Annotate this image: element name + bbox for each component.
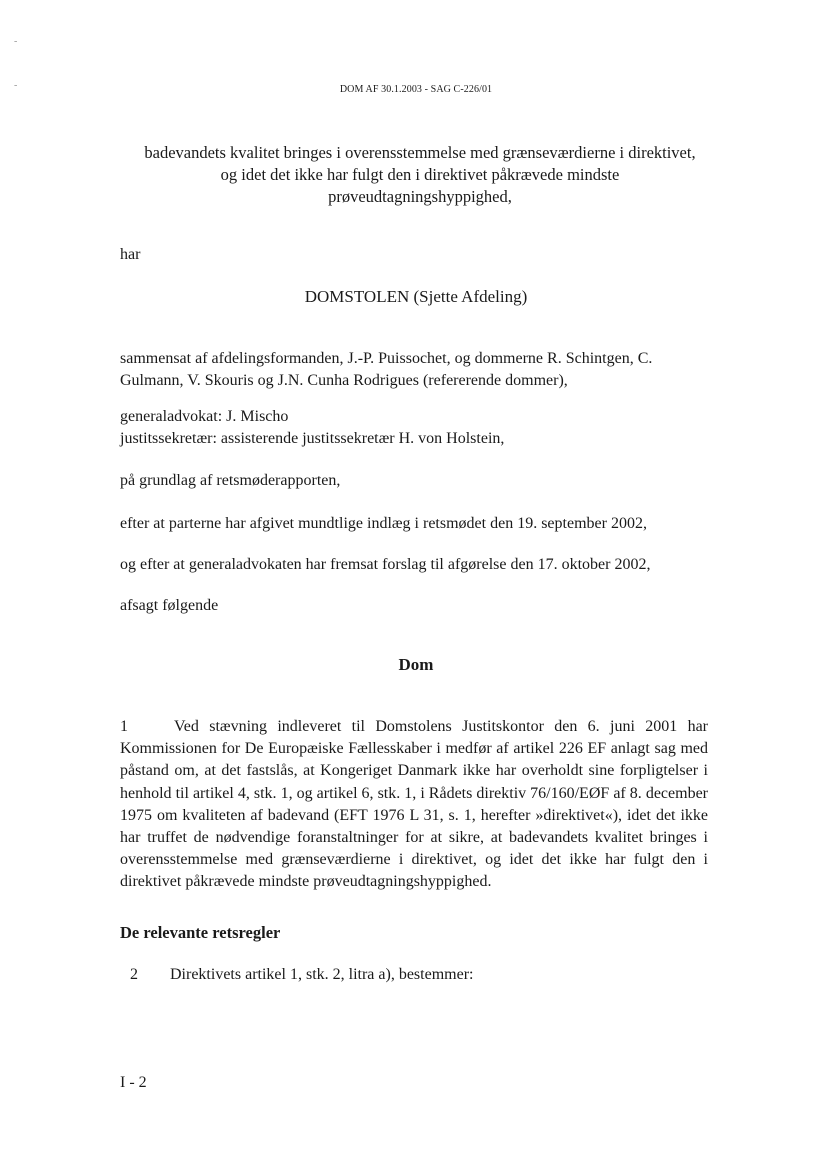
paragraph-number: 1 <box>120 718 128 735</box>
page-number: I - 2 <box>120 1074 147 1091</box>
har-text: har <box>120 246 141 263</box>
paragraph-text: Ved stævning indleveret til Domstolens Justitskontor den 6. juni 2001 har Kommissionen for De Europæiske Fællesskaber i medfør af artikel 226 EF anlagt sag med påstand om, at det fastslås, at Kongeriget Danmark ikke har overholdt sine forpligtelser i henhold til artikel 4, stk. 1, og artikel 6, stk. 1, i Rådets direktiv 76/160/EØF af 8. december 1975 om kvaliteten af badevand (EFT 1976 L 31, s. 1, herefter »direktivet«), idet det ikke har truffet de nødvendige foranstaltninger for at sikre, at badevandets kvalitet bringes i overensstemmelse med grænseværdierne i direktivet, og idet det ikke har fulgt den i direktivet påkrævede mindste prøveudtagningshyppighed. <box>120 718 708 891</box>
running-header: DOM AF 30.1.2003 - SAG C-226/01 <box>339 84 493 95</box>
scan-mark: - <box>14 80 18 91</box>
hearing-text: efter at parterne har afgivet mundtlige indlæg i retsmødet den 19. september 2002, <box>120 515 647 532</box>
advocate-general: generaladvokat: J. Mischo <box>120 408 289 425</box>
paragraph-2 <box>130 964 473 986</box>
judgment-heading: Dom <box>398 655 434 674</box>
composition-line: Gulmann, V. Skouris og J.N. Cunha Rodrigues (refererende dommer), <box>120 372 568 389</box>
report-text: på grundlag af retsmøderapporten, <box>120 472 341 489</box>
intro-line: prøveudtagningshyppighed, <box>328 187 512 206</box>
composition-line: sammensat af afdelingsformanden, J.-P. Puissochet, og dommerne R. Schintgen, C. <box>120 350 653 367</box>
opinion-text: og efter at generaladvokaten har fremsat forslag til afgørelse den 17. oktober 2002, <box>120 556 651 573</box>
paragraph-1 <box>120 716 708 894</box>
section-heading: De relevante retsregler <box>120 923 281 942</box>
intro-line: og idet det ikke har fulgt den i direktivet påkrævede mindste <box>220 165 620 184</box>
paragraph-number: 2 <box>130 966 138 983</box>
intro-text <box>120 142 720 208</box>
composition-text <box>120 348 720 392</box>
scan-mark: - <box>14 36 18 47</box>
court-title: DOMSTOLEN (Sjette Afdeling) <box>304 287 528 306</box>
registrar: justitssekretær: assisterende justitssekretær H. von Holstein, <box>120 430 505 447</box>
intro-line: badevandets kvalitet bringes i overensstemmelse med grænseværdierne i direktivet, <box>144 143 696 162</box>
paragraph-text: Direktivets artikel 1, stk. 2, litra a), bestemmer: <box>170 966 474 983</box>
delivers-text: afsagt følgende <box>120 597 219 614</box>
